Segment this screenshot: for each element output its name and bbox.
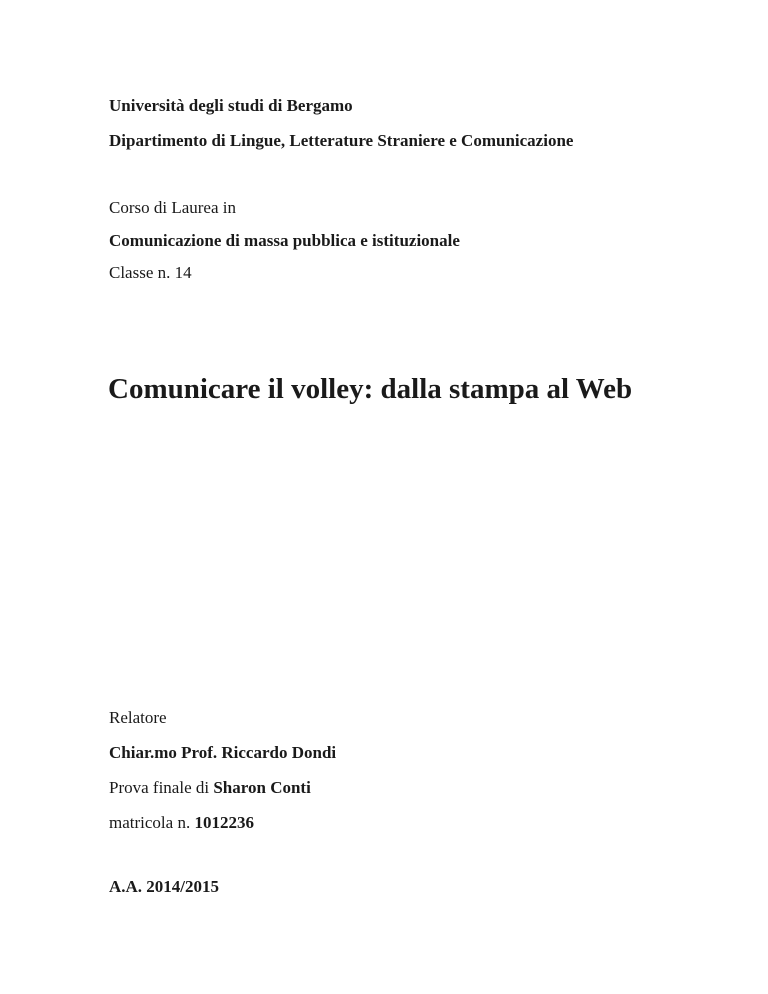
final-exam-line [109,778,311,798]
student-id: 1012236 [194,813,254,832]
course-intro: Corso di Laurea in [109,198,236,217]
final-exam-prefix: Prova finale di [109,778,214,797]
supervisor-name: Chiar.mo Prof. Riccardo Dondi [109,743,337,762]
course-name: Comunicazione di massa pubblica e istituzionale [109,231,460,250]
academic-year: A.A. 2014/2015 [109,877,220,896]
student-id-prefix: matricola n. [109,813,195,832]
supervisor-label: Relatore [109,708,167,727]
course-class: Classe n. 14 [109,263,192,282]
student-id-line [109,813,254,833]
university-name: Università degli studi di Bergamo [109,96,353,115]
thesis-title: Comunicare il volley: dalla stampa al Web [108,373,633,405]
student-name: Sharon Conti [213,778,311,797]
department-name: Dipartimento di Lingue, Letterature Straniere e Comunicazione [109,131,574,150]
